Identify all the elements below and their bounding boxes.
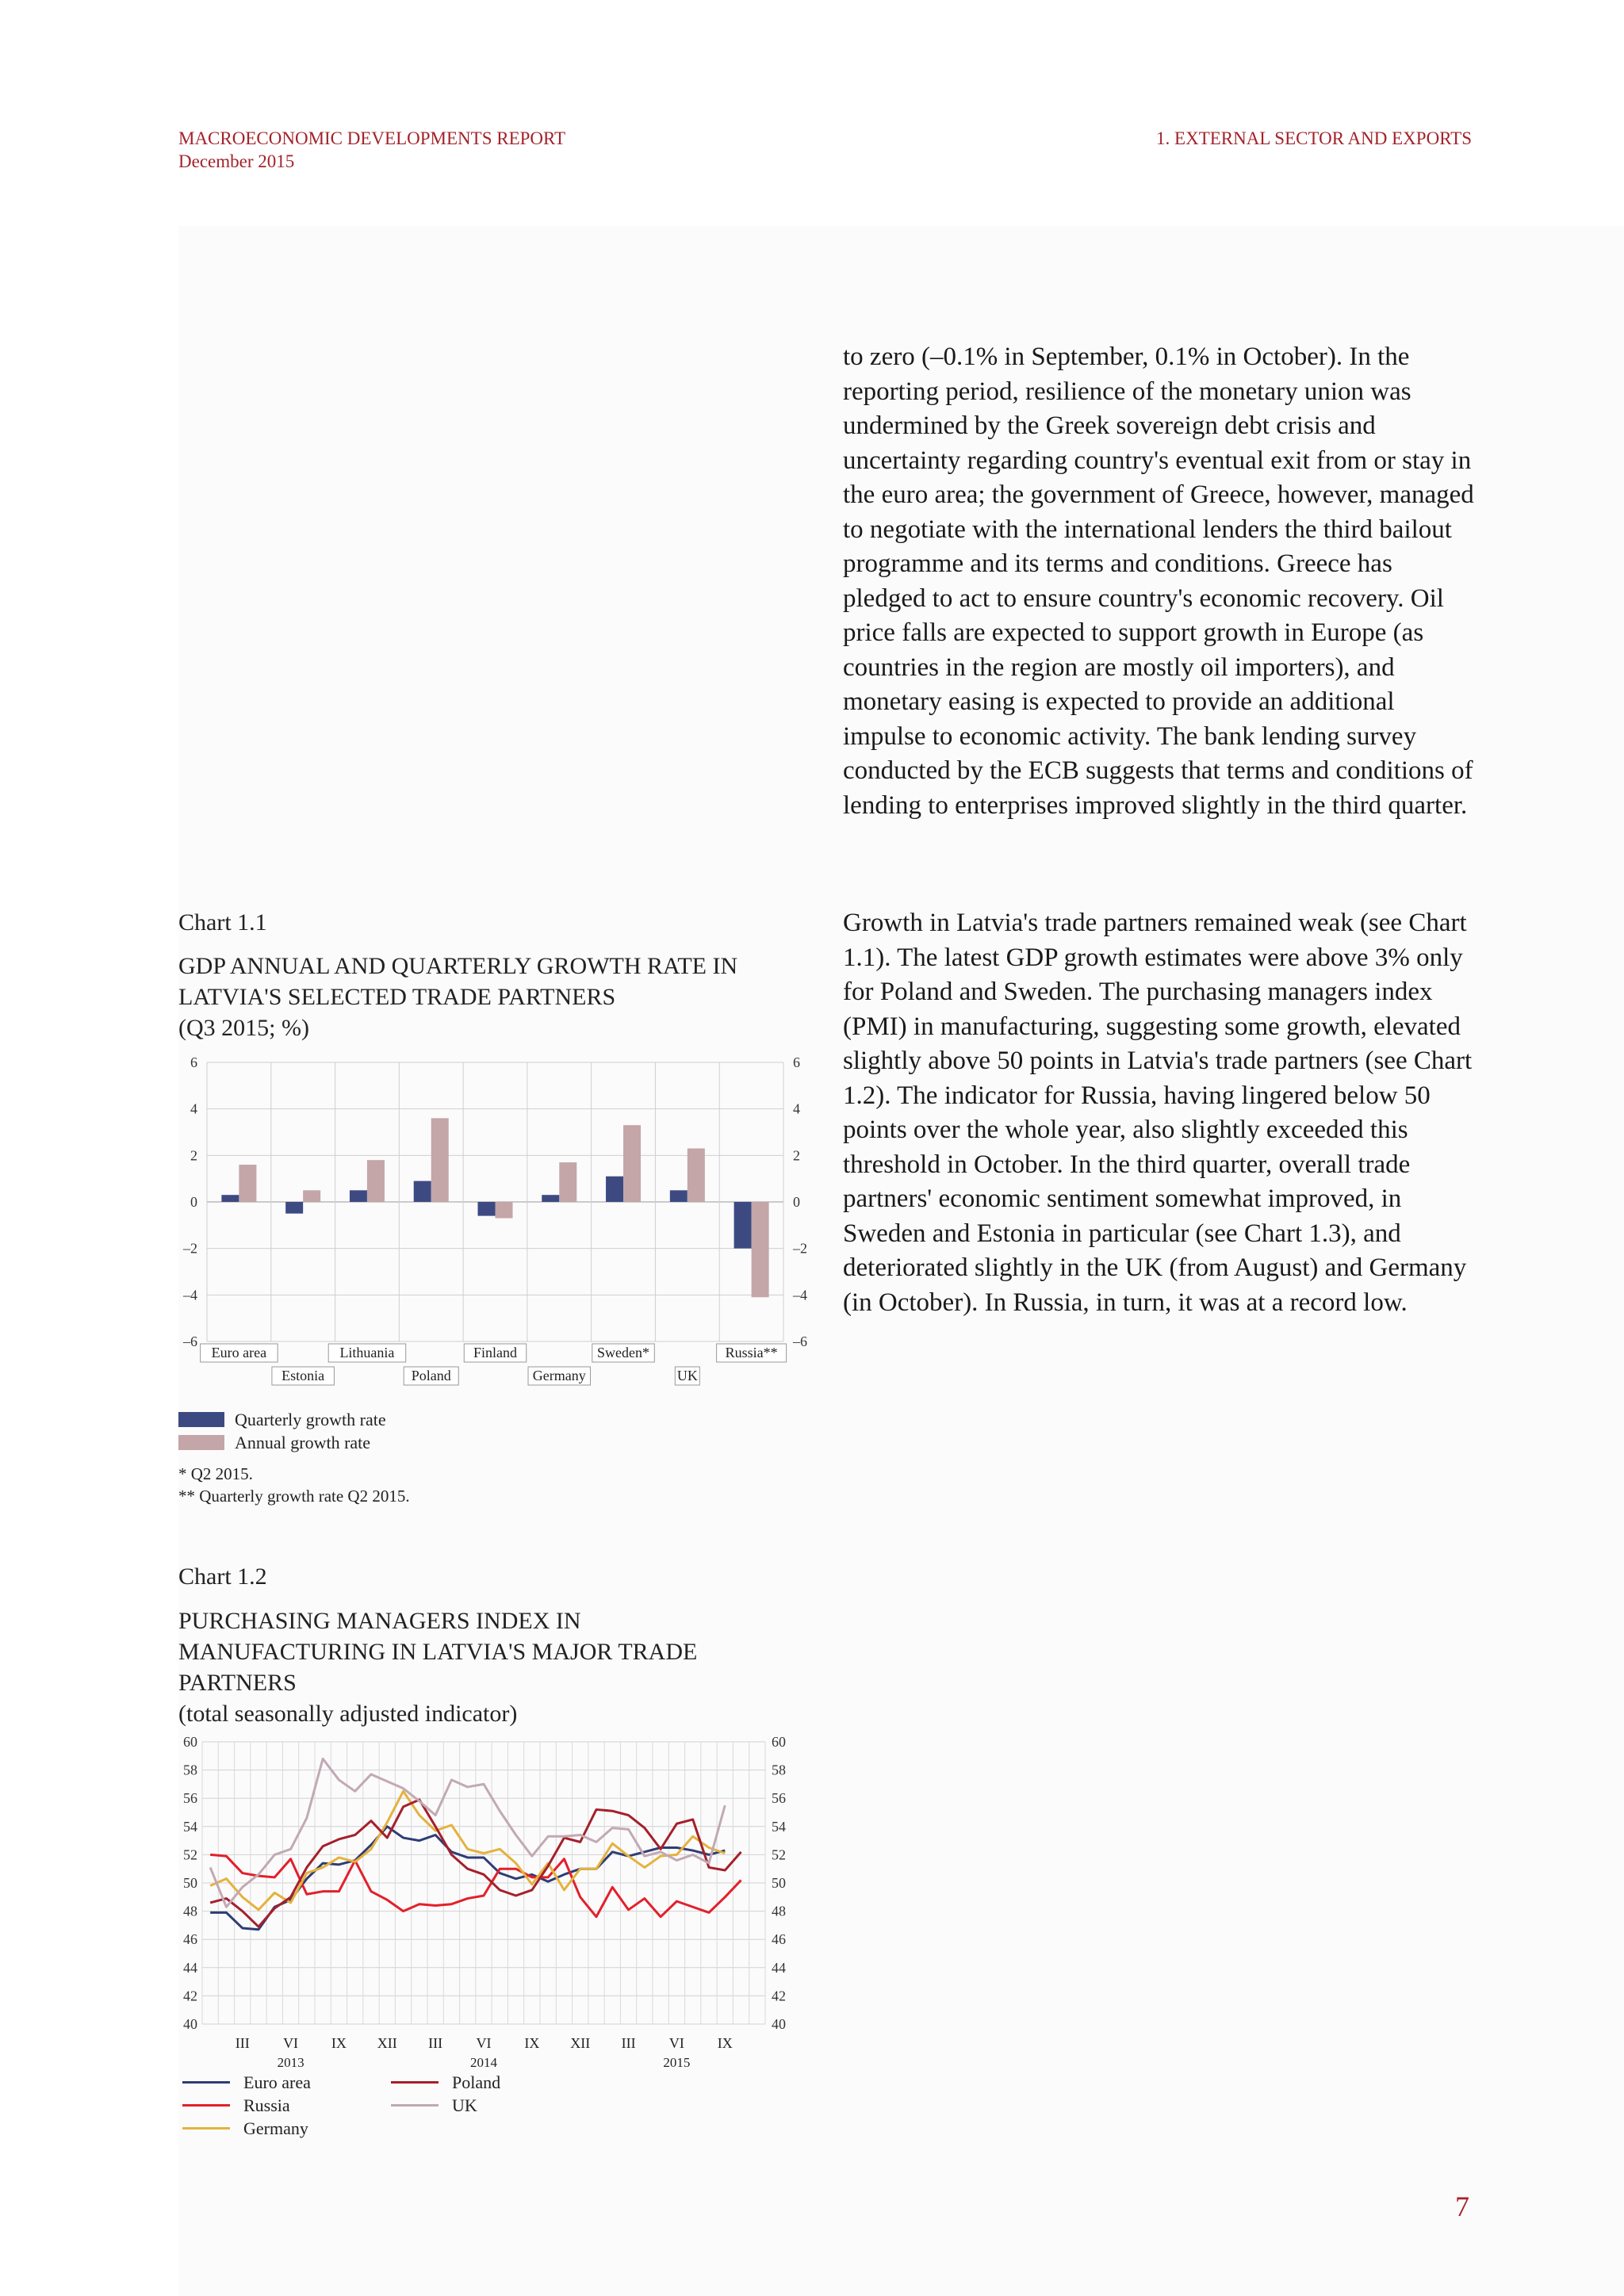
y-tick-right: –6 <box>793 1334 807 1349</box>
chart2-number: Chart 1.2 <box>178 1563 267 1590</box>
legend-item-germany <box>182 2117 311 2140</box>
x-year-label: 2015 <box>663 2055 691 2070</box>
y-tick-right: –4 <box>793 1287 807 1303</box>
category-label: Estonia <box>282 1368 325 1383</box>
x-month-label: VI <box>668 2035 684 2051</box>
y-tick-left: 54 <box>183 1818 197 1835</box>
y-tick-right: 48 <box>772 1903 786 1919</box>
paragraph-text: to zero (–0.1% in September, 0.1% in October). In the reporting period, resilience of the monetary union was undermined by the Greek sovereign debt crisis and uncertainty regarding country's eventual exit from or stay in the euro area; the government of Greece, however, managed to negotiate with the international lenders the third bailout programme and its terms and conditions. Greece has pledged to act to ensure country's economic recovery. Oil price falls are expected to support growth in Europe (as countries in the region are mostly oil importers), and monetary easing is expected to provide an additional impulse to economic activity. The bank lending survey conducted by the ECB suggests that terms and conditions of lending to enterprises improved slightly in the third quarter. <box>843 342 1474 820</box>
category-label: UK <box>676 1368 698 1383</box>
chart2-subtitle: (total seasonally adjusted indicator) <box>178 1701 518 1727</box>
y-tick-left: –4 <box>183 1287 197 1303</box>
bar-quarterly <box>606 1177 623 1202</box>
legend-label: Euro area <box>243 2072 311 2092</box>
y-tick-left: –6 <box>183 1334 197 1349</box>
legend-label: Annual growth rate <box>235 1432 371 1452</box>
y-tick-right: 44 <box>772 1959 786 1976</box>
body-paragraph-2 <box>843 906 1477 1320</box>
y-tick-right: 0 <box>793 1194 800 1210</box>
paragraph-text: Growth in Latvia's trade partners remained weak (see Chart 1.1). The latest GDP growth estimates were above 3% only for Poland and Sweden. The purchasing managers index (PMI) in manufacturing, suggesting some growth, elevated slightly above 50 points in Latvia's trade partners (see Chart 1.2). The indicator for Russia, having lingered below 50 points over the whole year, also slightly exceeded this threshold in October. In the third quarter, overall trade partners' economic sentiment somewhat improved, in Sweden and Estonia in particular (see Chart 1.3), and deteriorated slightly in the UK (from August) and Germany (in October). In Russia, in turn, it was at a record low. <box>843 909 1473 1317</box>
bar-annual <box>367 1160 385 1202</box>
x-month-label: IX <box>524 2035 540 2051</box>
legend-item-poland <box>391 2071 500 2094</box>
legend-swatch-quarterly <box>178 1412 224 1427</box>
y-tick-left: 52 <box>183 1846 197 1863</box>
legend-item-annual <box>178 1431 386 1454</box>
chart1-title-text: GDP ANNUAL AND QUARTERLY GROWTH RATE IN LATVIA'S SELECTED TRADE PARTNERS <box>178 953 738 1010</box>
y-tick-right: 46 <box>772 1931 786 1948</box>
category-label: Poland <box>411 1368 451 1383</box>
body-paragraph-1 <box>843 340 1477 823</box>
bar-annual <box>239 1165 256 1202</box>
y-tick-right: 50 <box>772 1875 786 1891</box>
bar-quarterly <box>221 1195 239 1202</box>
bar-quarterly <box>285 1202 303 1214</box>
legend-item-quarterly <box>178 1408 386 1431</box>
chart1-subtitle: (Q3 2015; %) <box>178 1015 309 1041</box>
legend-line-swatch <box>182 2104 230 2107</box>
gdp-growth-bar-chart <box>178 1047 813 1403</box>
legend-item-euro-area <box>182 2071 311 2094</box>
bar-annual <box>431 1118 449 1202</box>
legend-label: Germany <box>243 2118 308 2138</box>
y-tick-left: 42 <box>183 1988 197 2004</box>
y-tick-left: 56 <box>183 1790 197 1807</box>
chart1-legend <box>178 1408 386 1454</box>
legend-line-swatch <box>182 2127 230 2130</box>
bar-annual <box>752 1202 769 1297</box>
y-tick-right: 60 <box>772 1734 786 1750</box>
y-tick-right: 56 <box>772 1790 786 1807</box>
category-label: Finland <box>473 1345 518 1360</box>
x-month-label: III <box>428 2035 443 2051</box>
bar-quarterly <box>350 1190 367 1202</box>
y-tick-right: 6 <box>793 1054 800 1070</box>
x-month-label: III <box>621 2035 636 2051</box>
y-tick-right: 40 <box>772 2016 786 2032</box>
x-month-label: IX <box>331 2035 347 2051</box>
bar-annual <box>688 1149 705 1202</box>
y-tick-right: 2 <box>793 1147 800 1164</box>
y-tick-left: 0 <box>190 1194 197 1210</box>
x-month-label: XII <box>570 2035 591 2051</box>
report-date: December 2015 <box>178 151 295 171</box>
legend-line-swatch <box>182 2081 230 2084</box>
y-tick-right: 42 <box>772 1988 786 2004</box>
category-label: Lithuania <box>339 1345 395 1360</box>
y-tick-left: 6 <box>190 1054 197 1070</box>
y-tick-left: 2 <box>190 1147 197 1164</box>
chart1-title <box>178 951 797 1043</box>
bar-annual <box>623 1125 641 1202</box>
chart1-footnotes <box>178 1463 410 1507</box>
pmi-line-chart <box>178 1732 813 2070</box>
bar-annual <box>303 1190 320 1202</box>
y-tick-right: 4 <box>793 1100 800 1117</box>
category-label: Germany <box>532 1368 586 1383</box>
chart2-title <box>178 1605 797 1729</box>
x-month-label: VI <box>476 2035 492 2051</box>
bar-quarterly <box>734 1202 752 1249</box>
y-tick-left: 60 <box>183 1734 197 1750</box>
legend-line-swatch <box>391 2081 439 2084</box>
y-tick-right: 54 <box>772 1818 786 1835</box>
category-label: Sweden* <box>597 1345 650 1360</box>
category-label: Euro area <box>211 1345 267 1360</box>
legend-label: Quarterly growth rate <box>235 1409 386 1429</box>
bar-annual <box>496 1202 513 1219</box>
y-tick-right: 52 <box>772 1846 786 1863</box>
legend-label: Russia <box>243 2095 290 2115</box>
legend-swatch-annual <box>178 1435 224 1450</box>
category-label: Russia** <box>725 1345 778 1360</box>
y-tick-left: 44 <box>183 1959 197 1976</box>
report-title: MACROECONOMIC DEVELOPMENTS REPORT <box>178 128 566 148</box>
legend-label: Poland <box>452 2072 501 2092</box>
legend-line-swatch <box>391 2104 439 2107</box>
series-line-euro-area <box>210 1827 725 1930</box>
bar-quarterly <box>414 1181 431 1202</box>
x-year-label: 2014 <box>470 2055 497 2070</box>
footnote: ** Quarterly growth rate Q2 2015. <box>178 1487 410 1506</box>
bar-quarterly <box>542 1195 559 1202</box>
x-month-label: XII <box>377 2035 397 2051</box>
x-year-label: 2013 <box>277 2055 304 2070</box>
y-tick-left: 40 <box>183 2016 197 2032</box>
x-month-label: III <box>235 2035 250 2051</box>
y-tick-left: 50 <box>183 1875 197 1891</box>
x-month-label: VI <box>283 2035 299 2051</box>
y-tick-right: 58 <box>772 1762 786 1778</box>
legend-label: UK <box>452 2095 477 2115</box>
bar-quarterly <box>478 1202 496 1216</box>
section-title: 1. EXTERNAL SECTOR AND EXPORTS <box>1156 128 1472 148</box>
bar-quarterly <box>670 1190 688 1202</box>
bar-annual <box>559 1162 576 1202</box>
legend-item-uk <box>391 2094 500 2117</box>
y-tick-left: 48 <box>183 1903 197 1919</box>
y-tick-left: 58 <box>183 1762 197 1778</box>
y-tick-left: –2 <box>183 1240 197 1257</box>
chart1-number: Chart 1.1 <box>178 909 267 936</box>
chart2-title-text: PURCHASING MANAGERS INDEX IN MANUFACTURING IN LATVIA'S MAJOR TRADE PARTNERS <box>178 1608 698 1696</box>
footnote: * Q2 2015. <box>178 1464 253 1483</box>
y-tick-right: –2 <box>793 1240 807 1257</box>
chart2-legend <box>178 2071 654 2142</box>
x-month-label: IX <box>717 2035 733 2051</box>
legend-item-russia <box>182 2094 311 2117</box>
page-number: 7 <box>1455 2191 1469 2222</box>
running-header-left <box>178 127 565 173</box>
y-tick-left: 46 <box>183 1931 197 1948</box>
y-tick-left: 4 <box>190 1100 197 1117</box>
